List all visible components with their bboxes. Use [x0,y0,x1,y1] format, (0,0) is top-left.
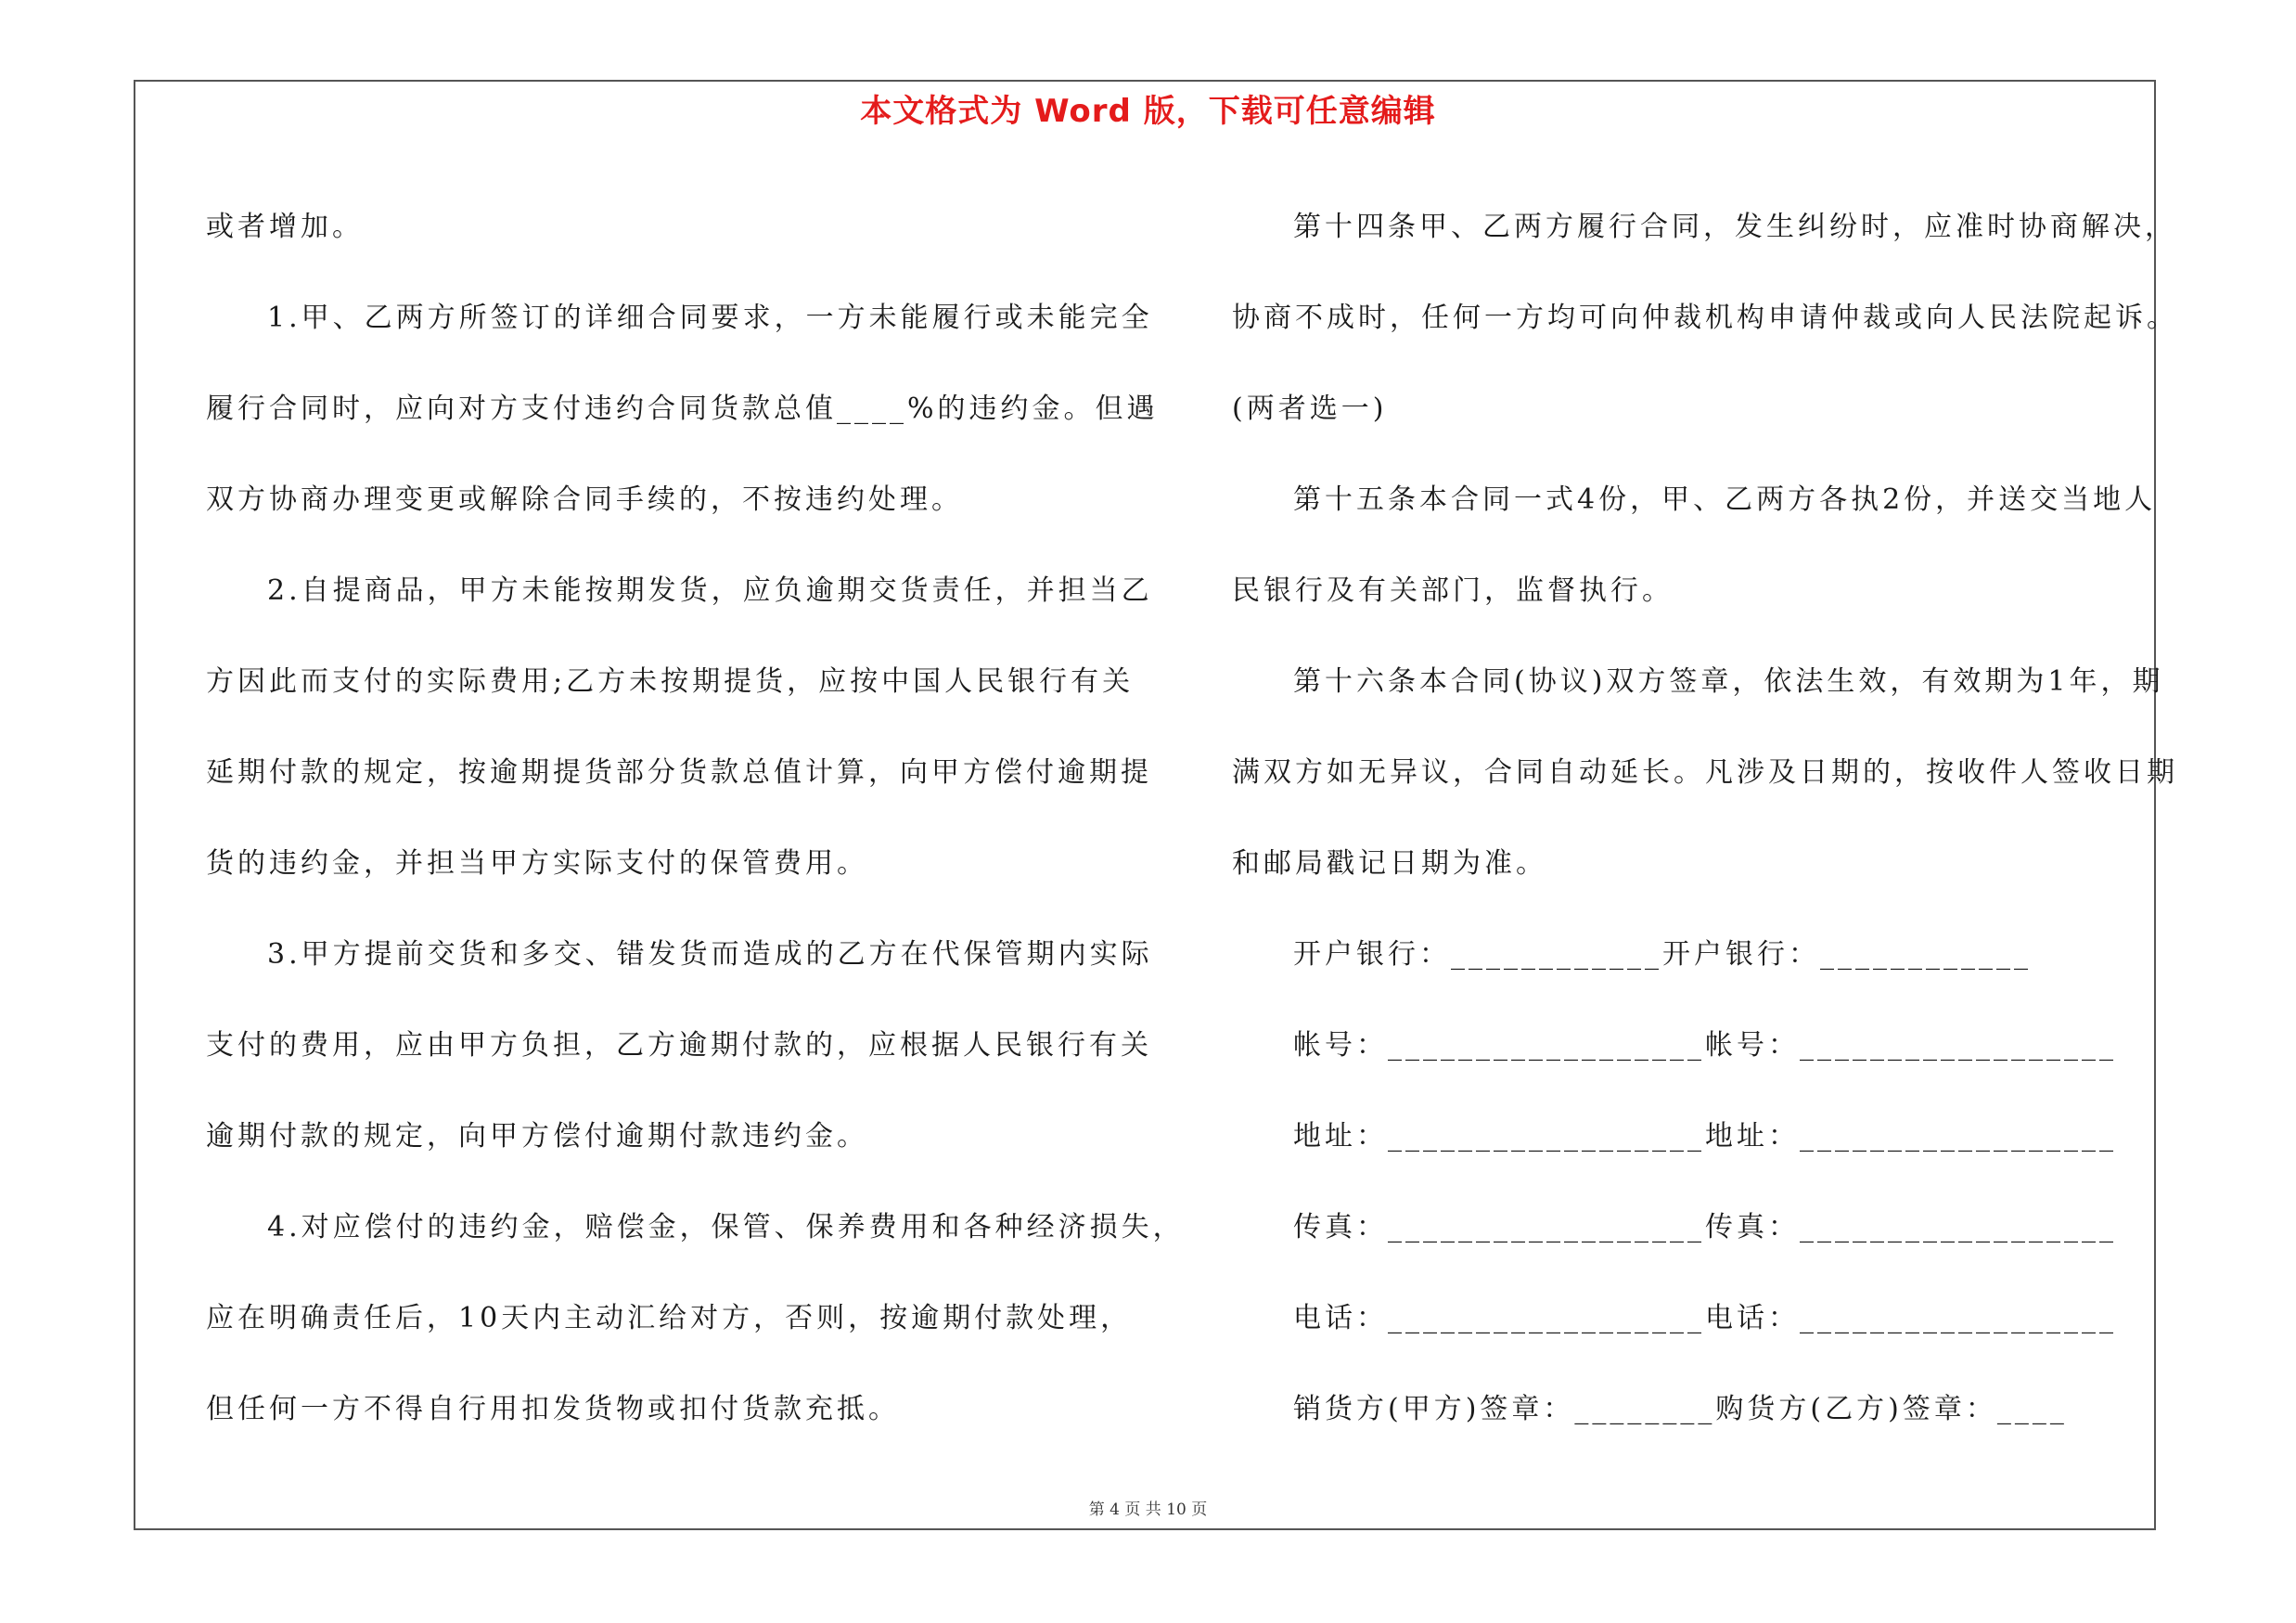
text-line: 履行合同时，应向对方支付违约合同货款总值____%的违约金。但遇 [206,393,1159,425]
text-line: 货的违约金，并担当甲方实际支付的保管费用。 [206,847,868,880]
text-line: 第十四条甲、乙两方履行合同，发生纠纷时，应准时协商解决， [1293,211,2176,243]
form-field-line: 开户银行：____________开户银行：____________ [1293,938,2032,971]
form-field-line: 地址：__________________地址：__________________ [1293,1120,2117,1153]
text-line: 3.甲方提前交货和多交、错发货而造成的乙方在代保管期内实际 [267,938,1153,971]
form-field-line: 销货方(甲方)签章：________购货方(乙方)签章：____ [1293,1393,2068,1425]
text-line: 民银行及有关部门，监督执行。 [1232,574,1674,607]
text-line: 但任何一方不得自行用扣发货物或扣付货款充抵。 [206,1393,900,1425]
text-line: 4.对应偿付的违约金，赔偿金，保管、保养费用和各种经济损失， [267,1211,1185,1243]
text-line: 或者增加。 [206,211,364,243]
text-line: 方因此而支付的实际费用;乙方未按期提货，应按中国人民银行有关 [206,665,1135,698]
form-field-line: 电话：__________________电话：__________________ [1293,1302,2117,1334]
text-line: 满双方如无异议，合同自动延长。凡涉及日期的，按收件人签收日期 [1232,756,2178,789]
form-field-line: 传真：__________________传真：__________________ [1293,1211,2117,1243]
text-line: 1.甲、乙两方所签订的详细合同要求，一方未能履行或未能完全 [267,302,1153,334]
right-paragraphs [1232,182,2178,909]
text-line: 第十六条本合同(协议)双方签章，依法生效，有效期为1年，期 [1293,665,2164,698]
text-line: 延期付款的规定，按逾期提货部分货款总值计算，向甲方偿付逾期提 [206,756,1152,789]
form-field-line: 帐号：__________________帐号：__________________ [1293,1029,2117,1062]
text-line: 双方协商办理变更或解除合同手续的，不按违约处理。 [206,483,963,516]
text-line: 协商不成时，任何一方均可向仲裁机构申请仲裁或向人民法院起诉。 [1232,302,2178,334]
text-line: 支付的费用，应由甲方负担，乙方逾期付款的，应根据人民银行有关 [206,1029,1152,1062]
left-column [206,182,1185,1455]
right-column [1232,182,2178,1455]
text-line: 逾期付款的规定，向甲方偿付逾期付款违约金。 [206,1120,868,1153]
text-line: 第十五条本合同一式4份，甲、乙两方各执2份，并送交当地人 [1293,483,2157,516]
page-number-footer: 第 4 页 共 10 页 [1088,1501,1208,1519]
format-banner: 本文格式为 Word 版，下载可任意编辑 [860,93,1436,130]
text-line: 应在明确责任后，10天内主动汇给对方，否则，按逾期付款处理， [206,1302,1133,1334]
text-line: (两者选一) [1232,393,1388,425]
text-line: 2.自提商品，甲方未能按期发货，应负逾期交货责任，并担当乙 [267,574,1153,607]
text-line: 和邮局戳记日期为准。 [1232,847,1547,880]
signature-fields [1232,909,2178,1455]
